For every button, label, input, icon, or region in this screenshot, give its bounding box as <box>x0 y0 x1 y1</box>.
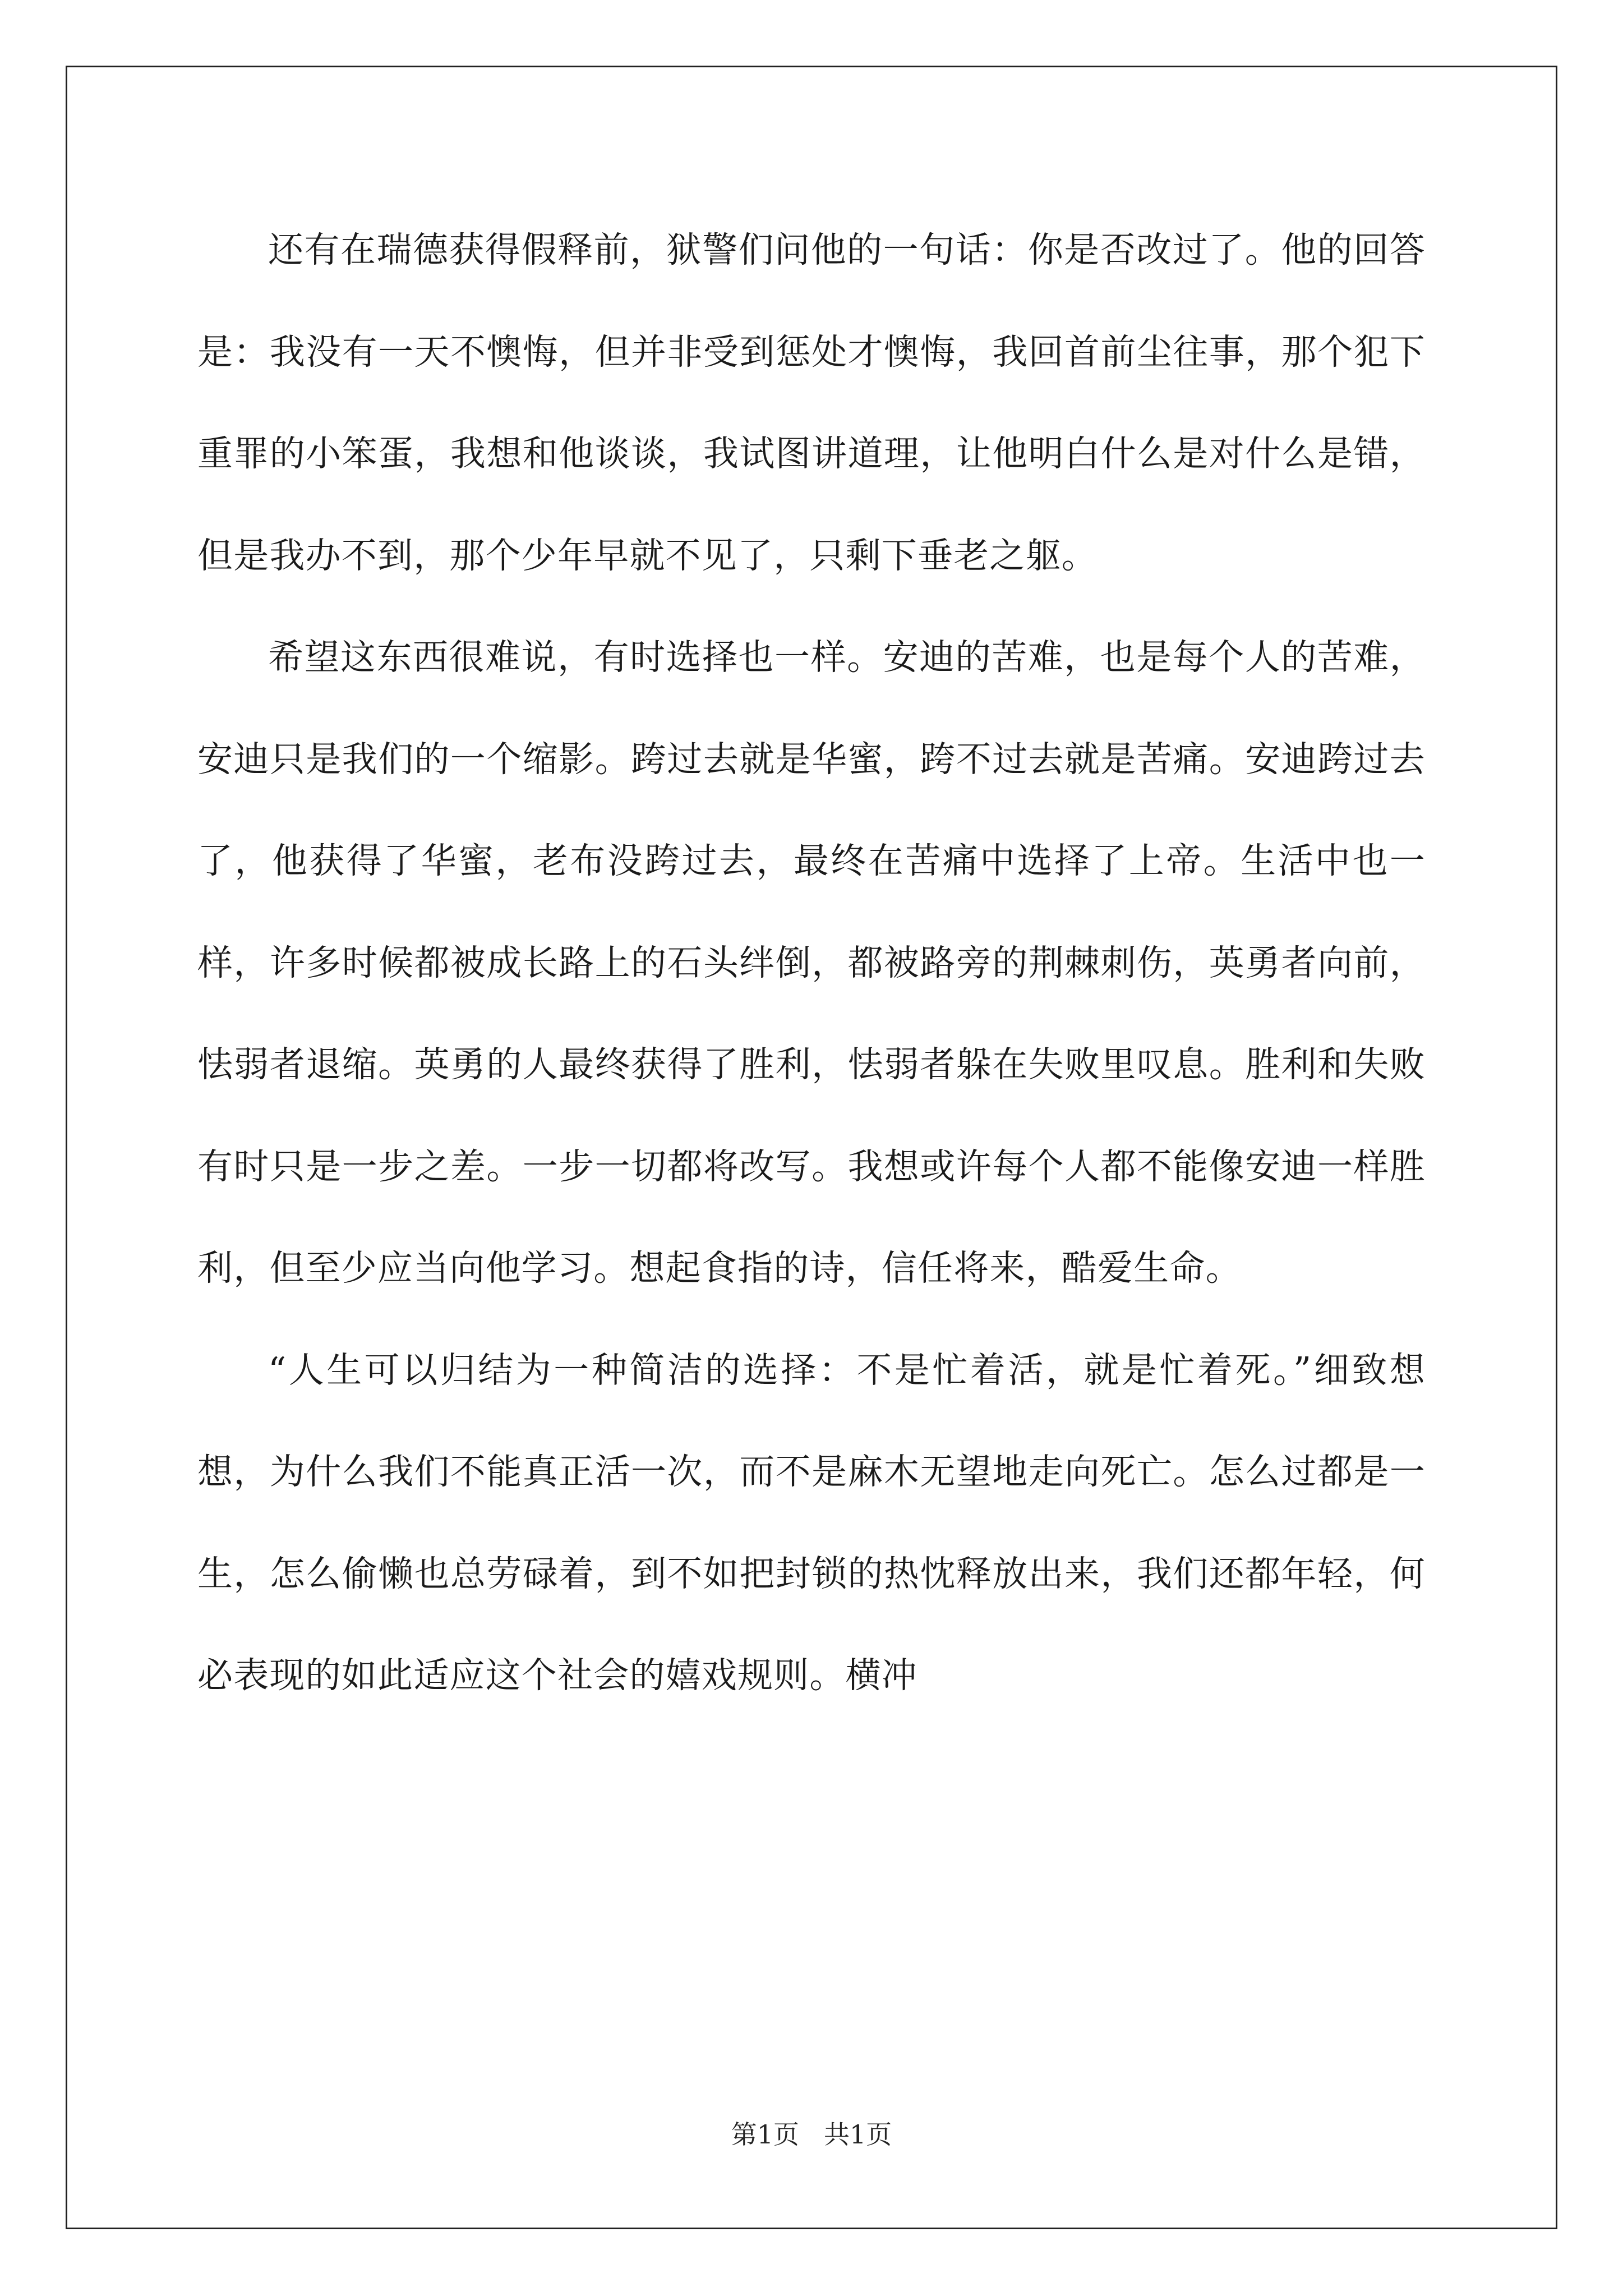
paragraph-3: “人生可以归结为一种简洁的选择：不是忙着活，就是忙着死。”细致想想，为什么我们不能真正活一次，而不是麻木无望地走向死亡。怎么过都是一生，怎么偷懒也总劳碌着，到不如把封锁的热忱释放出来，我们还都年轻，何必表现的如此适应这个社会的嬉戏规则。横冲 <box>197 1349 1426 1696</box>
paragraph-1: 还有在瑞德获得假释前，狱警们问他的一句话：你是否改过了。他的回答是：我没有一天不懊悔，但并非受到惩处才懊悔，我回首前尘往事，那个犯下重罪的小笨蛋，我想和他谈谈，我试图讲道理，让他明白什么是对什么是错，但是我办不到，那个少年早就不见了，只剩下垂老之躯。 <box>197 229 1426 576</box>
page-total: 共1页 <box>823 2119 892 2150</box>
document-body <box>197 199 1426 1727</box>
page-number: 第1页 <box>731 2119 800 2150</box>
paragraph-2: 希望这东西很难说，有时选择也一样。安迪的苦难，也是每个人的苦难，安迪只是我们的一个缩影。跨过去就是华蜜，跨不过去就是苦痛。安迪跨过去了，他获得了华蜜，老布没跨过去，最终在苦痛中选择了上帝。生活中也一样，许多时候都被成长路上的石头绊倒，都被路旁的荆棘刺伤，英勇者向前，怯弱者退缩。英勇的人最终获得了胜利，怯弱者躲在失败里叹息。胜利和失败有时只是一步之差。一步一切都将改写。我想或许每个人都不能像安迪一样胜利，但至少应当向他学习。想起食指的诗，信任将来，酷爱生命。 <box>197 637 1426 1289</box>
page-footer <box>0 2118 1623 2151</box>
